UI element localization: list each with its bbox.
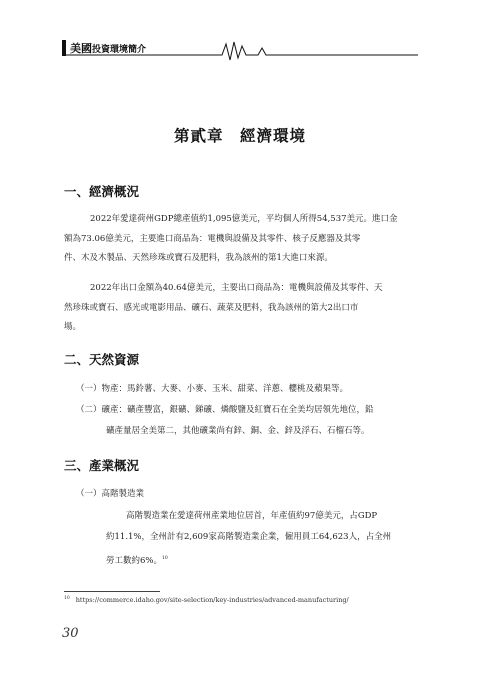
industry-paragraph-line: 高階製造業在愛達荷州產業地位居首，年產值約97億美元，占GDP <box>126 511 378 521</box>
resource-item-products: （一）物產：馬鈴薯、大麥、小麥、玉米、甜菜、洋蔥、櫻桃及蘋果等。 <box>76 384 349 394</box>
header-title-small: 投資環境簡介 <box>92 45 147 55</box>
industry-paragraph-line-last <box>106 549 168 571</box>
paragraph-line: 2022年出口金額為40.64億美元，主要出口商品為：電機與設備及其零件、天 <box>90 283 383 293</box>
section-heading-industry: 三、產業概況 <box>64 458 140 473</box>
paragraph-line: 2022年愛達荷州GDP總產值約1,095億美元，平均個人所得54,537美元。進口金 <box>90 214 398 224</box>
section-heading-economy: 一、經濟概況 <box>64 184 140 199</box>
section-heading-resources: 二、天然資源 <box>64 352 140 367</box>
page-number: 30 <box>62 626 79 641</box>
footnote-mark: 10 <box>64 596 70 601</box>
economy-paragraph-2 <box>90 279 382 299</box>
chapter-title: 第貳章 經濟環境 <box>173 126 306 145</box>
footnote <box>64 596 349 604</box>
paragraph-line: 場。 <box>64 322 82 332</box>
footnote-divider <box>64 591 160 592</box>
paragraph-line: 然珍珠或寶石、感光或電影用品、礦石、蔬菜及肥料，我為該州的第大2出口市 <box>64 302 359 313</box>
economy-paragraph-1-cont <box>64 230 360 269</box>
economy-paragraph-2-cont <box>64 299 358 338</box>
industry-paragraph-text: 勞工數約6%。 <box>106 555 162 566</box>
header-title <box>70 40 146 56</box>
resource-item-minerals-cont: 礦產量居全美第二，其他礦業尚有鋅、銅、金、鋅及浮石、石榴石等。 <box>106 426 370 436</box>
footnote-link[interactable]: https://commerce.idaho.gov/site-selection/key-industries/advanced-manufacturing/ <box>75 596 349 605</box>
paragraph-line: 額為73.06億美元，主要進口商品為：電機與設備及其零件、核子反應器及其零 <box>64 233 361 244</box>
footnote-reference[interactable]: 10 <box>162 556 168 561</box>
paragraph-line: 件、木及木製品、天然珍珠或寶石及肥料，我為該州的第1大進口來源。 <box>64 253 333 263</box>
resource-item-minerals: （二）礦產：礦產豐富，銀礦、銻礦、燐酸鹽及紅寶石在全美均居領先地位，鉛 <box>76 405 374 415</box>
header-title-big: 美國 <box>70 42 92 55</box>
industry-paragraph-line: 約11.1%，全州計有2,609家高階製造業企業，僱用員工64,623人，占全州 <box>106 532 392 542</box>
running-header <box>62 36 418 62</box>
industry-subheading-manufacturing: （一）高階製造業 <box>76 489 145 499</box>
economy-paragraph-1 <box>90 210 398 230</box>
